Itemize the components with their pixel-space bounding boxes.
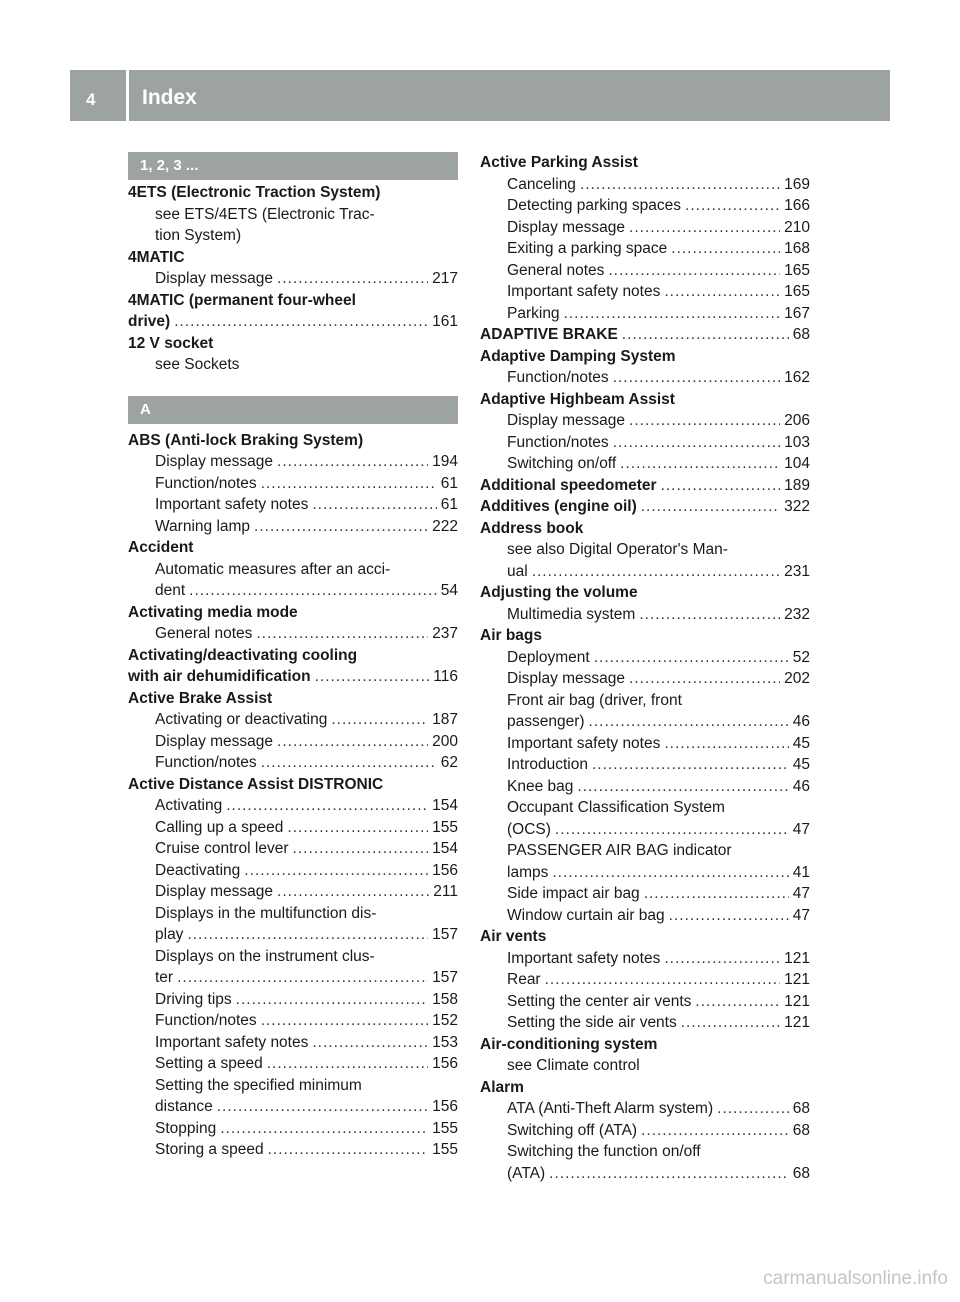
index-subentry-text: PASSENGER AIR BAG indicator	[507, 842, 732, 859]
index-subentry[interactable]: Setting a speed ..... 156	[128, 1053, 458, 1075]
page-ref: 68	[792, 1121, 810, 1139]
page-ref: 68	[792, 326, 810, 343]
index-entry-heading: Alarm	[480, 1078, 524, 1096]
page-ref: 187	[432, 711, 458, 728]
section-header-a: A	[128, 396, 458, 424]
index-subentry[interactable]: play ..... 157	[128, 924, 458, 946]
page-ref: 158	[432, 990, 458, 1008]
index-entry-heading: Adaptive Damping System	[480, 347, 676, 365]
page-ref: 153	[432, 1033, 458, 1051]
page-ref: 121	[784, 971, 810, 988]
index-entry-heading: 12 V socket	[128, 334, 214, 352]
page-ref: 217	[432, 270, 458, 287]
index-subentry[interactable]: lamps ..... 41	[480, 862, 810, 884]
index-subentry[interactable]: Important safety notes ..... 45	[480, 733, 810, 755]
index-subentry-text: Setting the specified minimum	[155, 1076, 362, 1094]
index-subentry[interactable]: Window curtain air bag ..... 47	[480, 905, 810, 927]
index-entry-heading: Active Brake Assist	[128, 689, 273, 707]
index-subentry[interactable]: passenger) ..... 46	[480, 711, 810, 733]
page-ref: 157	[432, 969, 458, 986]
index-subentry[interactable]: ATA (Anti-Theft Alarm system) ..... 68	[480, 1098, 810, 1120]
index-subentry[interactable]: Display message ..... 217	[128, 268, 458, 290]
index-subentry[interactable]: Activating ..... 154	[128, 795, 458, 817]
page-ref: 154	[432, 797, 458, 814]
index-subentry[interactable]: Display message ..... 206	[480, 410, 810, 432]
page-ref: 222	[432, 517, 458, 535]
page-ref: 194	[432, 453, 458, 470]
index-subentry[interactable]: Setting the center air vents ..... 121	[480, 991, 810, 1013]
index-column-right	[480, 152, 810, 1184]
page-ref: 61	[440, 474, 458, 492]
index-subentry[interactable]: Function/notes ..... 62	[128, 752, 458, 774]
index-subentry[interactable]: Important safety notes ..... 165	[480, 281, 810, 303]
index-entry-heading: Activating/deactivating cooling	[128, 646, 358, 664]
page-ref: 157	[432, 926, 458, 943]
index-subentry[interactable]: Cruise control lever ..... 154	[128, 838, 458, 860]
page-ref: 155	[432, 818, 458, 836]
index-subentry[interactable]: ter ..... 157	[128, 967, 458, 989]
index-subentry[interactable]: Side impact air bag ..... 47	[480, 883, 810, 905]
index-subentry[interactable]: Important safety notes ..... 121	[480, 948, 810, 970]
page-ref: 154	[432, 840, 458, 857]
index-subentry[interactable]: Deployment ..... 52	[480, 647, 810, 669]
index-entry-heading: Active Distance Assist DISTRONIC	[128, 775, 384, 793]
index-see-reference: see Sockets	[155, 356, 240, 373]
page-ref: 200	[432, 732, 458, 750]
index-entry-heading: Air bags	[480, 627, 543, 644]
index-see-reference: see Climate control	[507, 1057, 640, 1074]
index-subentry[interactable]: Storing a speed ..... 155	[128, 1139, 458, 1161]
index-subentry[interactable]: Introduction ..... 45	[480, 754, 810, 776]
index-subentry[interactable]: Important safety notes ..... 153	[128, 1032, 458, 1054]
page-ref: 152	[432, 1012, 458, 1029]
index-entry-heading: 4ETS (Electronic Traction System)	[128, 184, 381, 201]
index-entry-heading: ABS (Anti-lock Braking System)	[128, 431, 364, 449]
index-subentry[interactable]: Function/notes ..... 152	[128, 1010, 458, 1032]
index-subentry-text: Front air bag (driver, front	[507, 691, 682, 709]
index-subentry-text: Automatic measures after an acci-	[155, 560, 391, 578]
index-entry-heading: 4MATIC	[128, 248, 185, 266]
index-subentry[interactable]: distance ..... 156	[128, 1096, 458, 1118]
index-subentry[interactable]: Function/notes ..... 61	[128, 473, 458, 495]
page-number: 4	[86, 90, 96, 109]
section-header-numbers: 1, 2, 3 ...	[128, 152, 458, 180]
watermark: carmanualsonline.info	[763, 1268, 948, 1289]
index-subentry[interactable]: Switching off (ATA) ..... 68	[480, 1120, 810, 1142]
index-subentry[interactable]: Display message ..... 200	[128, 731, 458, 753]
index-entry-heading: Accident	[128, 539, 194, 556]
index-subentry-text: Occupant Classification System	[507, 799, 725, 816]
index-subentry[interactable]: Function/notes ..... 103	[480, 432, 810, 454]
page-ref: 68	[792, 1100, 810, 1117]
page-ref: 168	[784, 240, 810, 257]
page-ref: 45	[792, 756, 810, 773]
page-ref: 189	[784, 476, 810, 494]
page-ref: 156	[432, 1098, 458, 1115]
index-subentry[interactable]: General notes ..... 165	[480, 260, 810, 282]
index-subentry[interactable]: Setting the side air vents ..... 121	[480, 1012, 810, 1034]
index-subentry[interactable]: Exiting a parking space ..... 168	[480, 238, 810, 260]
index-subentry[interactable]: Parking ..... 167	[480, 303, 810, 325]
page-ref: 155	[432, 1141, 458, 1158]
index-entry-heading: Air vents	[480, 928, 547, 945]
page-ref: 46	[792, 713, 810, 730]
page-ref: 104	[784, 455, 810, 472]
index-subentry[interactable]: Calling up a speed ..... 155	[128, 817, 458, 839]
index-subentry[interactable]: Deactivating ..... 156	[128, 860, 458, 882]
page-ref: 165	[784, 283, 810, 300]
page-ref: 41	[792, 863, 810, 881]
index-subentry[interactable]: Display message ..... 211	[128, 881, 458, 903]
page-ref: 161	[432, 313, 458, 330]
index-entry[interactable]: drive) ..... 161	[128, 311, 458, 333]
index-entry-heading: Address book	[480, 519, 584, 537]
page-ref: 103	[784, 433, 810, 451]
page-title: Index	[142, 86, 197, 109]
page-ref: 121	[784, 949, 810, 967]
index-subentry[interactable]: Driving tips ..... 158	[128, 989, 458, 1011]
index-subentry[interactable]: Canceling ..... 169	[480, 174, 810, 196]
index-subentry[interactable]: Activating or deactivating ..... 187	[128, 709, 458, 731]
index-subentry[interactable]: Display message ..... 202	[480, 668, 810, 690]
page-ref: 121	[784, 1014, 810, 1031]
index-subentry-text: Displays on the instrument clus-	[155, 947, 375, 965]
page-ref: 237	[432, 625, 458, 642]
header-divider	[126, 70, 129, 121]
index-subentry[interactable]: Display message ..... 210	[480, 217, 810, 239]
page-ref: 206	[784, 412, 810, 429]
page-ref: 45	[792, 734, 810, 752]
index-see-reference: see ETS/4ETS (Electronic Trac-	[155, 205, 375, 223]
page-ref: 162	[784, 369, 810, 386]
page-ref: 121	[784, 992, 810, 1010]
page-ref: 210	[784, 218, 810, 236]
index-entry[interactable]: Additives (engine oil) ..... 322	[480, 496, 810, 518]
page-ref: 116	[433, 668, 458, 685]
page-ref: 156	[432, 861, 458, 879]
index-subentry[interactable]: Warning lamp ..... 222	[128, 516, 458, 538]
index-entry-heading: Adaptive Highbeam Assist	[480, 390, 675, 408]
page-ref: 47	[792, 885, 810, 902]
index-entry-heading: Adjusting the volume	[480, 584, 638, 601]
index-subentry[interactable]: Important safety notes ..... 61	[128, 494, 458, 516]
page-ref: 167	[784, 304, 810, 322]
index-entry-heading: Activating media mode	[128, 603, 298, 621]
index-subentry[interactable]: Display message ..... 194	[128, 451, 458, 473]
page-ref: 47	[792, 820, 810, 838]
index-subentry[interactable]: (OCS) ..... 47	[480, 819, 810, 841]
index-entry[interactable]: with air dehumidification ..... 116	[128, 666, 458, 688]
index-subentry[interactable]: Detecting parking spaces ..... 166	[480, 195, 810, 217]
index-subentry[interactable]: (ATA) ..... 68	[480, 1163, 810, 1185]
page-ref: 155	[432, 1119, 458, 1137]
page-ref: 61	[440, 496, 458, 513]
index-subentry[interactable]: dent ..... 54	[128, 580, 458, 602]
page-ref: 52	[792, 648, 810, 666]
page-ref: 156	[432, 1055, 458, 1072]
index-subentry-text: see also Digital Operator's Man-	[507, 541, 728, 558]
index-subentry[interactable]: Function/notes ..... 162	[480, 367, 810, 389]
index-entry[interactable]: ADAPTIVE BRAKE ..... 68	[480, 324, 810, 346]
index-subentry[interactable]: ual ..... 231	[480, 561, 810, 583]
page-ref: 46	[792, 777, 810, 795]
page-ref: 231	[784, 562, 810, 580]
index-subentry-text: Switching the function on/off	[507, 1143, 701, 1160]
page-ref: 68	[792, 1164, 810, 1182]
page-ref: 62	[440, 754, 458, 771]
page-ref: 202	[784, 670, 810, 687]
page-ref: 54	[440, 582, 458, 599]
page-ref: 232	[784, 605, 810, 623]
index-entry-heading: Air-conditioning system	[480, 1035, 658, 1053]
page-ref: 169	[784, 175, 810, 193]
index-entry-heading: Active Parking Assist	[480, 154, 638, 171]
index-column-left	[128, 152, 458, 1161]
index-subentry[interactable]: Multimedia system ..... 232	[480, 604, 810, 626]
page-ref: 166	[784, 197, 810, 214]
index-see-reference: tion System)	[155, 227, 242, 244]
page-ref: 165	[784, 261, 810, 279]
index-subentry-text: Displays in the multifunction dis-	[155, 904, 377, 922]
index-subentry[interactable]: General notes ..... 237	[128, 623, 458, 645]
index-subentry[interactable]: Knee bag ..... 46	[480, 776, 810, 798]
page-ref: 47	[792, 906, 810, 924]
page-header	[70, 70, 890, 121]
index-entry[interactable]: Additional speedometer ..... 189	[480, 475, 810, 497]
index-subentry[interactable]: Switching on/off ..... 104	[480, 453, 810, 475]
index-subentry[interactable]: Stopping ..... 155	[128, 1118, 458, 1140]
index-subentry[interactable]: Rear ..... 121	[480, 969, 810, 991]
page-ref: 322	[784, 498, 810, 515]
index-entry-heading: 4MATIC (permanent four-wheel	[128, 291, 356, 309]
page-ref: 211	[433, 883, 458, 900]
